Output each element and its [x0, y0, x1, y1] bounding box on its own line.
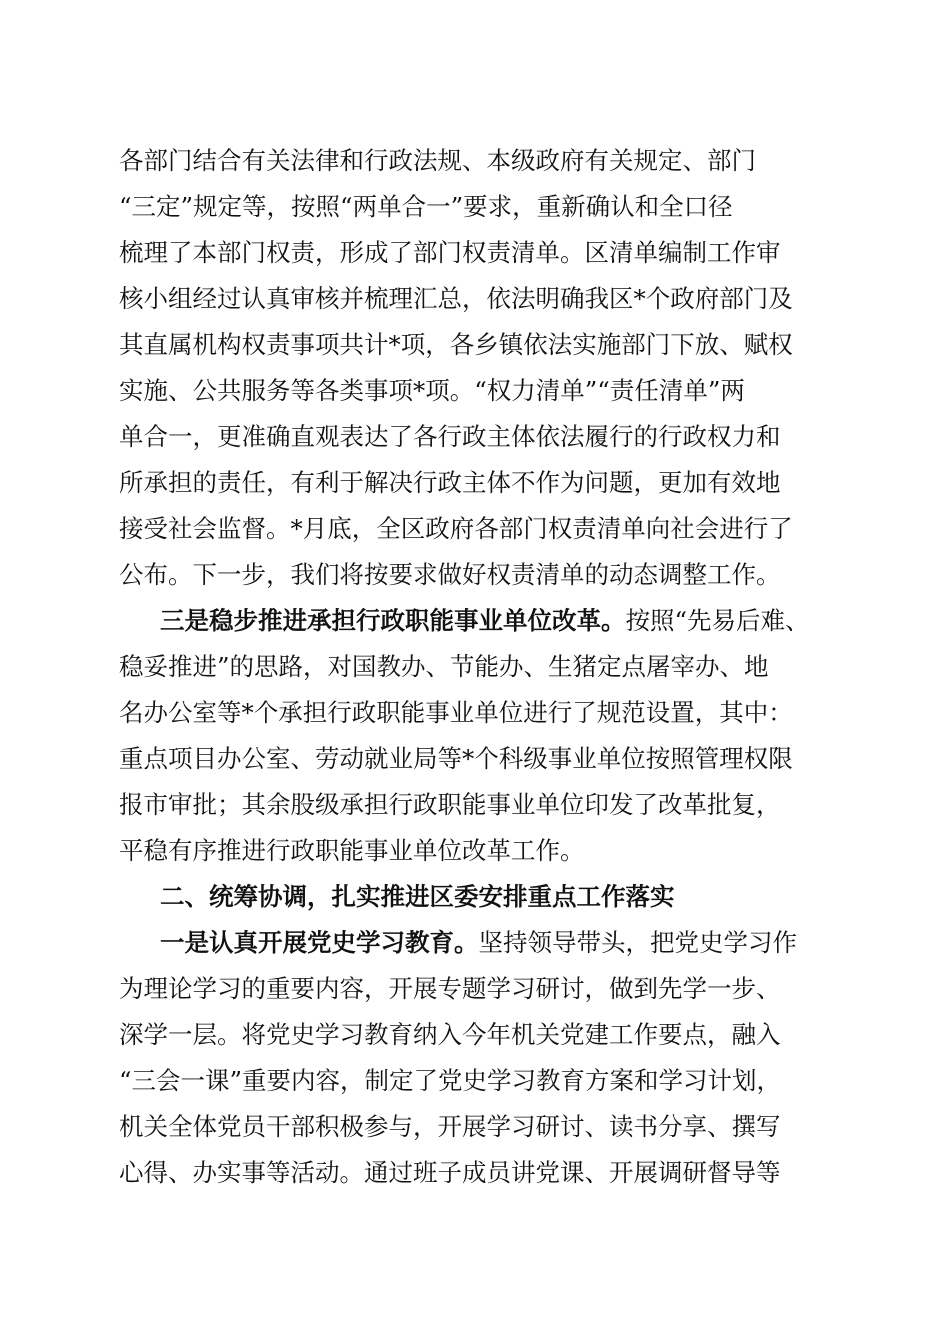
paragraph-line: 公布。下一步，我们将按要求做好权责清单的动态调整工作。 [119, 560, 781, 589]
paragraph-line: 单合一，更准确直观表达了各行政主体依法履行的行政权力和 [119, 422, 781, 451]
paragraph-line: 实施、公共服务等各类事项*项。“权力清单”“责任清单”两 [119, 376, 745, 405]
paragraph-first-line [160, 928, 797, 958]
paragraph-line: 名办公室等*个承担行政职能事业单位进行了规范设置，其中： [119, 698, 793, 727]
paragraph-line: 报市审批；其余股级承担行政职能事业单位印发了改革批复， [119, 790, 781, 819]
paragraph-line: 为理论学习的重要内容，开展专题学习研讨，做到先学一步、 [119, 974, 781, 1003]
paragraph-line: 接受社会监督。*月底，全区政府各部门权责清单向社会进行了 [119, 514, 793, 543]
section-heading: 二、统筹协调，扎实推进区委安排重点工作落实 [160, 882, 675, 911]
paragraph-first-line [160, 606, 810, 636]
paragraph-lead: 一是认真开展党史学习教育。 [160, 928, 479, 957]
paragraph-line: 心得、办实事等活动。通过班子成员讲党课、开展调研督导等 [119, 1158, 781, 1187]
paragraph-line: 稳妥推进”的思路，对国教办、节能办、生猪定点屠宰办、地 [119, 652, 769, 681]
paragraph-line: 深学一层。将党史学习教育纳入今年机关党建工作要点，融入 [119, 1020, 781, 1049]
paragraph-line: 所承担的责任，有利于解决行政主体不作为问题，更加有效地 [119, 468, 781, 497]
paragraph-line: 梳理了本部门权责，形成了部门权责清单。区清单编制工作审 [119, 238, 781, 267]
paragraph-line: 重点项目办公室、劳动就业局等*个科级事业单位按照管理权限 [119, 744, 793, 773]
paragraph-first-rest: 按照“先易后难、 [625, 606, 810, 635]
paragraph-lead: 三是稳步推进承担行政职能事业单位改革。 [160, 606, 626, 635]
paragraph-line: 核小组经过认真审核并梳理汇总，依法明确我区*个政府部门及 [119, 284, 793, 313]
paragraph-line: “三定”规定等，按照“两单合一”要求，重新确认和全口径 [119, 192, 733, 221]
paragraph-line: “三会一课”重要内容，制定了党史学习教育方案和学习计划， [119, 1066, 782, 1095]
paragraph-line: 各部门结合有关法律和行政法规、本级政府有关规定、部门 [119, 146, 756, 175]
paragraph-line: 其直属机构权责事项共计*项，各乡镇依法实施部门下放、赋权 [119, 330, 793, 359]
paragraph-line: 平稳有序推进行政职能事业单位改革工作。 [119, 836, 585, 865]
paragraph-line: 机关全体党员干部积极参与，开展学习研讨、读书分享、撰写 [119, 1112, 781, 1141]
paragraph-first-rest: 坚持领导带头，把党史学习作 [478, 928, 797, 957]
